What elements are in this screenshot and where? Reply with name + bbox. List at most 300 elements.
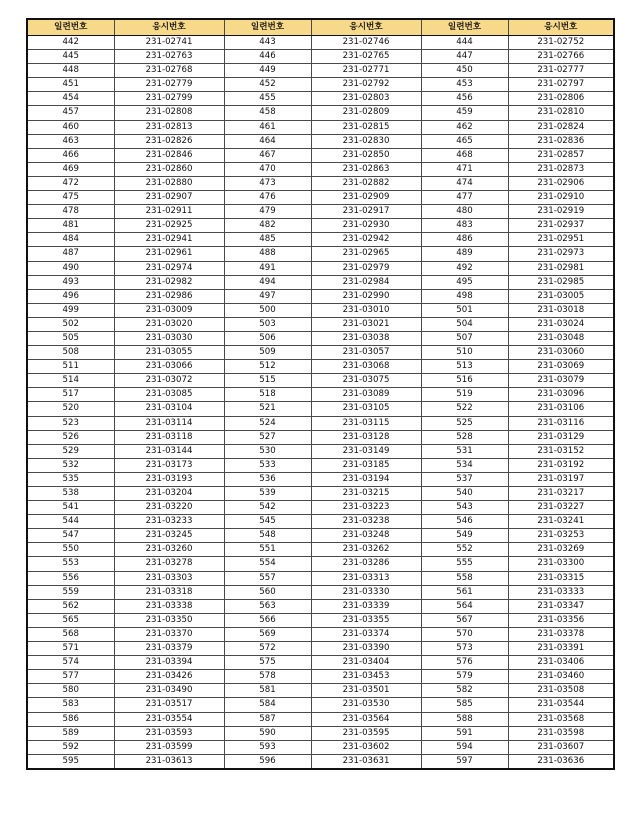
table-row: [27, 388, 614, 402]
serial-cell: 546: [421, 515, 508, 529]
exam-number-cell: 231-03347: [508, 599, 614, 613]
serial-cell: 565: [27, 613, 114, 627]
serial-cell: 567: [421, 613, 508, 627]
exam-number-cell: 231-03144: [114, 444, 224, 458]
serial-cell: 505: [27, 331, 114, 345]
serial-cell: 525: [421, 416, 508, 430]
exam-number-cell: 231-02979: [311, 261, 421, 275]
header-serial-1: 일련번호: [27, 19, 114, 36]
serial-cell: 564: [421, 599, 508, 613]
serial-cell: 560: [224, 585, 311, 599]
serial-cell: 477: [421, 191, 508, 205]
serial-cell: 558: [421, 571, 508, 585]
exam-number-cell: 231-02813: [114, 120, 224, 134]
exam-number-cell: 231-02911: [114, 205, 224, 219]
serial-cell: 457: [27, 106, 114, 120]
table-row: [27, 176, 614, 190]
exam-number-cell: 231-03517: [114, 698, 224, 712]
serial-cell: 597: [421, 754, 508, 769]
serial-cell: 591: [421, 726, 508, 740]
serial-cell: 523: [27, 416, 114, 430]
serial-cell: 501: [421, 303, 508, 317]
serial-cell: 554: [224, 557, 311, 571]
exam-number-cell: 231-03105: [311, 402, 421, 416]
exam-number-cell: 231-02752: [508, 36, 614, 50]
exam-number-cell: 231-03564: [311, 712, 421, 726]
exam-number-cell: 231-03490: [114, 684, 224, 698]
table-row: [27, 430, 614, 444]
exam-number-cell: 231-03248: [311, 529, 421, 543]
exam-number-cell: 231-03018: [508, 303, 614, 317]
serial-cell: 492: [421, 261, 508, 275]
serial-cell: 566: [224, 613, 311, 627]
serial-cell: 588: [421, 712, 508, 726]
exam-number-cell: 231-02765: [311, 50, 421, 64]
serial-cell: 575: [224, 656, 311, 670]
serial-cell: 592: [27, 740, 114, 754]
exam-number-cell: 231-03355: [311, 613, 421, 627]
serial-cell: 571: [27, 642, 114, 656]
serial-cell: 490: [27, 261, 114, 275]
serial-cell: 476: [224, 191, 311, 205]
table-row: [27, 712, 614, 726]
serial-cell: 534: [421, 458, 508, 472]
exam-number-cell: 231-03005: [508, 289, 614, 303]
table-row: [27, 360, 614, 374]
exam-number-cell: 231-02792: [311, 78, 421, 92]
exam-number-cell: 231-02763: [114, 50, 224, 64]
serial-cell: 587: [224, 712, 311, 726]
table-row: [27, 36, 614, 50]
serial-cell: 474: [421, 176, 508, 190]
exam-number-cell: 231-03085: [114, 388, 224, 402]
exam-number-cell: 231-03021: [311, 317, 421, 331]
exam-number-cell: 231-02808: [114, 106, 224, 120]
exam-number-cell: 231-03544: [508, 698, 614, 712]
table-row: [27, 106, 614, 120]
exam-number-cell: 231-02986: [114, 289, 224, 303]
exam-number-cell: 231-03530: [311, 698, 421, 712]
exam-number-cell: 231-03215: [311, 487, 421, 501]
exam-number-cell: 231-03390: [311, 642, 421, 656]
serial-cell: 524: [224, 416, 311, 430]
exam-number-cell: 231-03333: [508, 585, 614, 599]
exam-number-cell: 231-03406: [508, 656, 614, 670]
exam-number-cell: 231-02830: [311, 134, 421, 148]
exam-number-cell: 231-03595: [311, 726, 421, 740]
serial-cell: 480: [421, 205, 508, 219]
exam-number-cell: 231-03599: [114, 740, 224, 754]
exam-number-cell: 231-03075: [311, 374, 421, 388]
table-row: [27, 64, 614, 78]
exam-number-cell: 231-02810: [508, 106, 614, 120]
exam-number-cell: 231-02919: [508, 205, 614, 219]
exam-number-cell: 231-03217: [508, 487, 614, 501]
exam-number-cell: 231-03227: [508, 501, 614, 515]
serial-cell: 532: [27, 458, 114, 472]
serial-cell: 515: [224, 374, 311, 388]
serial-cell: 513: [421, 360, 508, 374]
exam-number-cell: 231-03055: [114, 346, 224, 360]
exam-number-cell: 231-03286: [311, 557, 421, 571]
exam-number-cell: 231-03193: [114, 472, 224, 486]
serial-cell: 529: [27, 444, 114, 458]
serial-cell: 507: [421, 331, 508, 345]
serial-cell: 584: [224, 698, 311, 712]
serial-cell: 447: [421, 50, 508, 64]
exam-number-cell: 231-03238: [311, 515, 421, 529]
serial-cell: 456: [421, 92, 508, 106]
serial-cell: 590: [224, 726, 311, 740]
serial-cell: 443: [224, 36, 311, 50]
exam-number-cell: 231-03460: [508, 670, 614, 684]
exam-number-cell: 231-02965: [311, 247, 421, 261]
exam-number-cell: 231-02766: [508, 50, 614, 64]
table-row: [27, 684, 614, 698]
table-row: [27, 162, 614, 176]
exam-number-cell: 231-03391: [508, 642, 614, 656]
exam-number-cell: 231-02882: [311, 176, 421, 190]
table-row: [27, 613, 614, 627]
exam-number-cell: 231-03338: [114, 599, 224, 613]
exam-number-cell: 231-03116: [508, 416, 614, 430]
exam-number-cell: 231-03024: [508, 317, 614, 331]
exam-number-cell: 231-03038: [311, 331, 421, 345]
exam-number-cell: 231-03404: [311, 656, 421, 670]
table-row: [27, 205, 614, 219]
serial-cell: 583: [27, 698, 114, 712]
header-exam-number-3: 응시번호: [508, 19, 614, 36]
exam-number-cell: 231-02974: [114, 261, 224, 275]
serial-cell: 522: [421, 402, 508, 416]
exam-number-cell: 231-02941: [114, 233, 224, 247]
exam-number-cell: 231-02803: [311, 92, 421, 106]
exam-number-cell: 231-03185: [311, 458, 421, 472]
table-row: [27, 515, 614, 529]
table-row: [27, 529, 614, 543]
table-header: [27, 19, 614, 36]
exam-number-table: [26, 18, 615, 770]
exam-number-cell: 231-03330: [311, 585, 421, 599]
exam-number-cell: 231-03426: [114, 670, 224, 684]
exam-number-cell: 231-03066: [114, 360, 224, 374]
serial-cell: 552: [421, 543, 508, 557]
exam-number-cell: 231-02910: [508, 191, 614, 205]
table-row: [27, 346, 614, 360]
serial-cell: 579: [421, 670, 508, 684]
exam-number-cell: 231-03636: [508, 754, 614, 769]
serial-cell: 491: [224, 261, 311, 275]
serial-cell: 489: [421, 247, 508, 261]
exam-number-cell: 231-03253: [508, 529, 614, 543]
exam-number-cell: 231-02771: [311, 64, 421, 78]
exam-number-cell: 231-03173: [114, 458, 224, 472]
header-serial-3: 일련번호: [421, 19, 508, 36]
serial-cell: 573: [421, 642, 508, 656]
serial-cell: 593: [224, 740, 311, 754]
serial-cell: 547: [27, 529, 114, 543]
serial-cell: 481: [27, 219, 114, 233]
table-row: [27, 78, 614, 92]
serial-cell: 585: [421, 698, 508, 712]
table-row: [27, 233, 614, 247]
serial-cell: 484: [27, 233, 114, 247]
serial-cell: 459: [421, 106, 508, 120]
table-row: [27, 416, 614, 430]
serial-cell: 548: [224, 529, 311, 543]
table-row: [27, 444, 614, 458]
serial-cell: 499: [27, 303, 114, 317]
serial-cell: 471: [421, 162, 508, 176]
exam-number-cell: 231-03300: [508, 557, 614, 571]
serial-cell: 510: [421, 346, 508, 360]
serial-cell: 448: [27, 64, 114, 78]
serial-cell: 535: [27, 472, 114, 486]
exam-number-cell: 231-03241: [508, 515, 614, 529]
serial-cell: 502: [27, 317, 114, 331]
table-row: [27, 571, 614, 585]
exam-number-cell: 231-03607: [508, 740, 614, 754]
serial-cell: 503: [224, 317, 311, 331]
serial-cell: 551: [224, 543, 311, 557]
table-row: [27, 670, 614, 684]
exam-number-cell: 231-02917: [311, 205, 421, 219]
serial-cell: 531: [421, 444, 508, 458]
serial-cell: 533: [224, 458, 311, 472]
table-row: [27, 331, 614, 345]
exam-number-cell: 231-03204: [114, 487, 224, 501]
serial-cell: 468: [421, 148, 508, 162]
serial-cell: 488: [224, 247, 311, 261]
exam-number-cell: 231-03106: [508, 402, 614, 416]
serial-cell: 549: [421, 529, 508, 543]
exam-number-cell: 231-03128: [311, 430, 421, 444]
serial-cell: 455: [224, 92, 311, 106]
serial-cell: 580: [27, 684, 114, 698]
exam-number-cell: 231-02961: [114, 247, 224, 261]
exam-number-cell: 231-02824: [508, 120, 614, 134]
table-row: [27, 726, 614, 740]
exam-number-cell: 231-03245: [114, 529, 224, 543]
serial-cell: 472: [27, 176, 114, 190]
exam-number-cell: 231-03508: [508, 684, 614, 698]
serial-cell: 514: [27, 374, 114, 388]
exam-number-cell: 231-02907: [114, 191, 224, 205]
exam-number-cell: 231-03152: [508, 444, 614, 458]
serial-cell: 578: [224, 670, 311, 684]
exam-number-cell: 231-03262: [311, 543, 421, 557]
exam-number-cell: 231-02746: [311, 36, 421, 50]
table-row: [27, 754, 614, 769]
exam-number-cell: 231-03223: [311, 501, 421, 515]
serial-cell: 493: [27, 275, 114, 289]
exam-number-cell: 231-03057: [311, 346, 421, 360]
exam-number-cell: 231-03192: [508, 458, 614, 472]
exam-number-cell: 231-03069: [508, 360, 614, 374]
serial-cell: 576: [421, 656, 508, 670]
table-body: [27, 36, 614, 769]
exam-number-cell: 231-03260: [114, 543, 224, 557]
exam-number-cell: 231-02809: [311, 106, 421, 120]
exam-number-cell: 231-02984: [311, 275, 421, 289]
exam-number-cell: 231-02850: [311, 148, 421, 162]
serial-cell: 570: [421, 627, 508, 641]
serial-cell: 569: [224, 627, 311, 641]
serial-cell: 483: [421, 219, 508, 233]
serial-cell: 478: [27, 205, 114, 219]
serial-cell: 596: [224, 754, 311, 769]
serial-cell: 465: [421, 134, 508, 148]
exam-number-cell: 231-03453: [311, 670, 421, 684]
table-row: [27, 317, 614, 331]
serial-cell: 577: [27, 670, 114, 684]
serial-cell: 463: [27, 134, 114, 148]
table-row: [27, 374, 614, 388]
exam-number-cell: 231-03068: [311, 360, 421, 374]
table-row: [27, 261, 614, 275]
serial-cell: 556: [27, 571, 114, 585]
serial-cell: 462: [421, 120, 508, 134]
exam-number-cell: 231-02973: [508, 247, 614, 261]
serial-cell: 509: [224, 346, 311, 360]
exam-number-cell: 231-03602: [311, 740, 421, 754]
exam-number-cell: 231-03269: [508, 543, 614, 557]
exam-number-cell: 231-03104: [114, 402, 224, 416]
exam-number-cell: 231-03194: [311, 472, 421, 486]
serial-cell: 517: [27, 388, 114, 402]
serial-cell: 582: [421, 684, 508, 698]
exam-number-cell: 231-02982: [114, 275, 224, 289]
table-row: [27, 585, 614, 599]
exam-number-cell: 231-03114: [114, 416, 224, 430]
serial-cell: 496: [27, 289, 114, 303]
table-row: [27, 740, 614, 754]
exam-number-cell: 231-02779: [114, 78, 224, 92]
exam-number-cell: 231-02815: [311, 120, 421, 134]
serial-cell: 446: [224, 50, 311, 64]
exam-number-cell: 231-02846: [114, 148, 224, 162]
exam-number-cell: 231-02826: [114, 134, 224, 148]
header-serial-2: 일련번호: [224, 19, 311, 36]
exam-number-cell: 231-02985: [508, 275, 614, 289]
serial-cell: 553: [27, 557, 114, 571]
serial-cell: 512: [224, 360, 311, 374]
table-row: [27, 50, 614, 64]
exam-number-cell: 231-03374: [311, 627, 421, 641]
exam-number-cell: 231-03233: [114, 515, 224, 529]
header-exam-number-2: 응시번호: [311, 19, 421, 36]
exam-number-cell: 231-02909: [311, 191, 421, 205]
exam-number-cell: 231-03370: [114, 627, 224, 641]
exam-number-cell: 231-02925: [114, 219, 224, 233]
table-row: [27, 557, 614, 571]
serial-cell: 453: [421, 78, 508, 92]
table-row: [27, 92, 614, 106]
exam-number-cell: 231-03356: [508, 613, 614, 627]
table-row: [27, 642, 614, 656]
exam-number-cell: 231-03096: [508, 388, 614, 402]
serial-cell: 559: [27, 585, 114, 599]
exam-number-cell: 231-03613: [114, 754, 224, 769]
table-row: [27, 219, 614, 233]
exam-number-cell: 231-02741: [114, 36, 224, 50]
serial-cell: 538: [27, 487, 114, 501]
serial-cell: 479: [224, 205, 311, 219]
serial-cell: 442: [27, 36, 114, 50]
table-row: [27, 134, 614, 148]
exam-number-cell: 231-03060: [508, 346, 614, 360]
serial-cell: 543: [421, 501, 508, 515]
exam-number-cell: 231-03089: [311, 388, 421, 402]
serial-cell: 460: [27, 120, 114, 134]
serial-cell: 521: [224, 402, 311, 416]
serial-cell: 487: [27, 247, 114, 261]
serial-cell: 451: [27, 78, 114, 92]
serial-cell: 562: [27, 599, 114, 613]
serial-cell: 466: [27, 148, 114, 162]
exam-number-cell: 231-02860: [114, 162, 224, 176]
serial-cell: 495: [421, 275, 508, 289]
exam-number-cell: 231-03129: [508, 430, 614, 444]
serial-cell: 449: [224, 64, 311, 78]
serial-cell: 485: [224, 233, 311, 247]
serial-cell: 545: [224, 515, 311, 529]
serial-cell: 563: [224, 599, 311, 613]
exam-number-cell: 231-03313: [311, 571, 421, 585]
serial-cell: 473: [224, 176, 311, 190]
table-row: [27, 543, 614, 557]
serial-cell: 544: [27, 515, 114, 529]
exam-number-cell: 231-03394: [114, 656, 224, 670]
table-row: [27, 599, 614, 613]
exam-number-cell: 231-02777: [508, 64, 614, 78]
serial-cell: 469: [27, 162, 114, 176]
exam-number-cell: 231-03379: [114, 642, 224, 656]
serial-cell: 470: [224, 162, 311, 176]
exam-number-cell: 231-03149: [311, 444, 421, 458]
exam-number-cell: 231-02806: [508, 92, 614, 106]
exam-number-cell: 231-02930: [311, 219, 421, 233]
serial-cell: 557: [224, 571, 311, 585]
serial-cell: 568: [27, 627, 114, 641]
table-row: [27, 627, 614, 641]
exam-number-cell: 231-02880: [114, 176, 224, 190]
exam-number-cell: 231-03020: [114, 317, 224, 331]
exam-number-cell: 231-03009: [114, 303, 224, 317]
serial-cell: 450: [421, 64, 508, 78]
table-row: [27, 303, 614, 317]
exam-number-cell: 231-03118: [114, 430, 224, 444]
table-row: [27, 698, 614, 712]
serial-cell: 572: [224, 642, 311, 656]
exam-number-cell: 231-03048: [508, 331, 614, 345]
exam-number-cell: 231-03030: [114, 331, 224, 345]
exam-number-cell: 231-02942: [311, 233, 421, 247]
serial-cell: 594: [421, 740, 508, 754]
exam-number-cell: 231-03350: [114, 613, 224, 627]
exam-number-cell: 231-02951: [508, 233, 614, 247]
exam-number-cell: 231-03554: [114, 712, 224, 726]
serial-cell: 494: [224, 275, 311, 289]
exam-number-cell: 231-03318: [114, 585, 224, 599]
serial-cell: 511: [27, 360, 114, 374]
exam-number-cell: 231-02797: [508, 78, 614, 92]
exam-number-cell: 231-03339: [311, 599, 421, 613]
table-row: [27, 501, 614, 515]
exam-number-cell: 231-02906: [508, 176, 614, 190]
table-row: [27, 275, 614, 289]
serial-cell: 526: [27, 430, 114, 444]
